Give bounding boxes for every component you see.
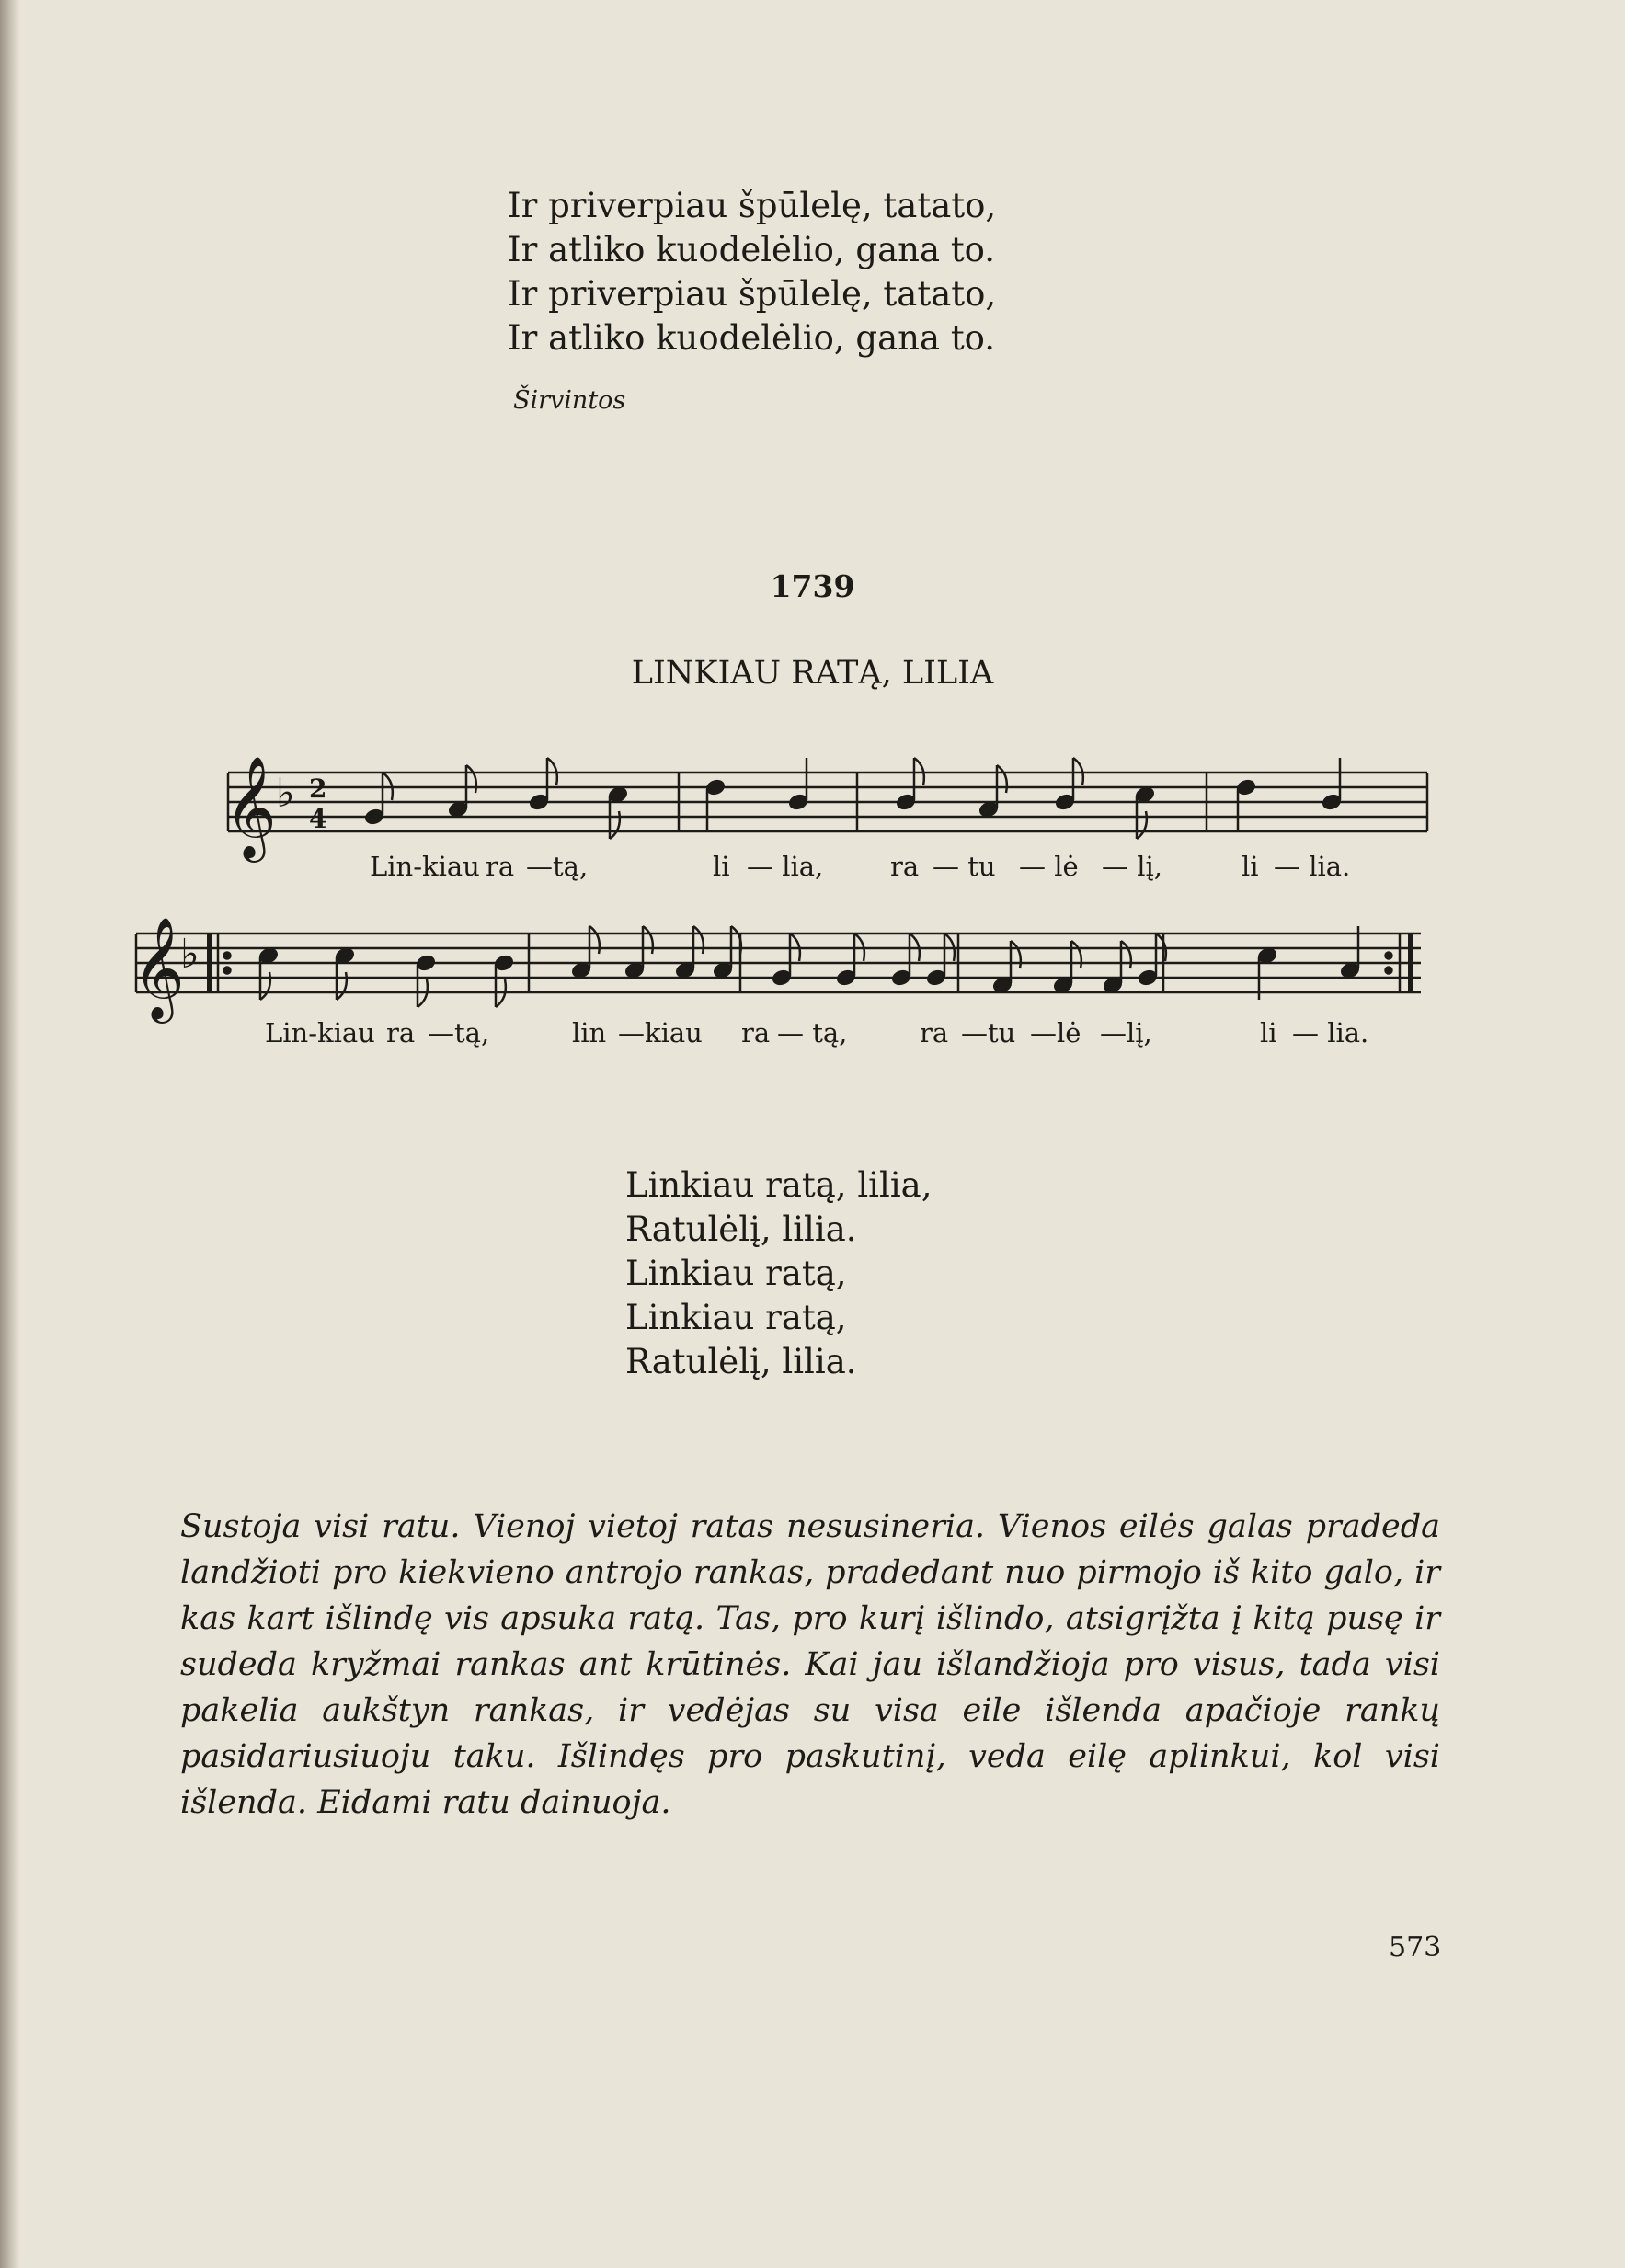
lyric-syllable: ra <box>741 1017 771 1048</box>
verse-line: Ratulėlį, lilia. <box>625 1342 857 1381</box>
verse-line: Ir priverpiau špūlelę, tatato, <box>508 274 997 314</box>
time-signature-bottom: 4 <box>309 804 327 834</box>
notes-line-1 <box>364 758 1341 839</box>
verse-line: Ir priverpiau špūlelę, tatato, <box>508 186 997 225</box>
flat-icon: ♭ <box>180 931 200 978</box>
verse-line: Ir atliko kuodelėlio, gana to. <box>508 230 996 269</box>
lyric-syllable: — lį, <box>1102 851 1162 882</box>
song-verse <box>625 1163 933 1384</box>
song-number: 1739 <box>770 568 855 604</box>
lyric-syllable: Lin-kiau <box>265 1017 375 1048</box>
page-number: 573 <box>1389 1931 1442 1964</box>
treble-clef-icon: 𝄞 <box>132 916 185 1019</box>
verse-line: Linkiau ratą, lilia, <box>625 1165 933 1205</box>
lyric-syllable: ra <box>386 1017 416 1048</box>
lyric-syllable: — lė <box>1019 851 1079 882</box>
lyric-syllable: —tą, <box>428 1017 490 1048</box>
verse-line: Linkiau ratą, <box>625 1298 847 1337</box>
lyric-syllable: —tą, <box>526 851 589 882</box>
lyric-syllable: — lia. <box>1292 1017 1369 1048</box>
verse-line: Ratulėlį, lilia. <box>625 1209 857 1249</box>
lyric-syllable: — tą, <box>777 1017 848 1048</box>
lyric-syllable: ra <box>920 1017 949 1048</box>
lyric-syllable: li <box>713 851 730 882</box>
place-name: Širvintos <box>513 386 626 415</box>
game-description: Sustoja visi ratu. Vienoj vietoj ratas nesusineria. Vienos eilės galas pradeda landžioti pro kiekvieno antrojo rankas, pradedant nuo pirmojo iš kito galo, ir kas kart išlindę vis apsuka ratą. Tas, pro kurį išlindo, atsigrįžta į kitą pusę ir sudeda kryžmai rankas ant krūtinės. Kai jau išlandžioja pro visus, tada visi pakelia aukštyn rankas, ir vedėjas su visa eile išlenda apačioje rankų pasidariusiuoju taku. Išlindęs pro paskutinį, veda eilę aplinkui, kol visi išlenda. Eidami ratu dainuoja. <box>180 1508 1440 1821</box>
lyric-syllable: — lia. <box>1274 851 1351 882</box>
verse-line: Ir atliko kuodelėlio, gana to. <box>508 318 996 358</box>
lyric-syllable: ra <box>486 851 515 882</box>
lyric-syllable: —tu <box>961 1017 1016 1048</box>
lyric-syllable: li <box>1242 851 1259 882</box>
lyric-syllable: — tu <box>933 851 996 882</box>
notes-line-2 <box>258 926 1359 1007</box>
song-title: LINKIAU RATĄ, LILIA <box>631 655 994 692</box>
treble-clef-icon: 𝄞 <box>224 755 277 858</box>
lyric-syllable: li <box>1260 1017 1277 1048</box>
lyric-syllable: Lin-kiau <box>370 851 480 882</box>
time-signature-top: 2 <box>309 773 327 804</box>
music-score <box>0 0 1625 1104</box>
lyric-syllable: —lė <box>1030 1017 1081 1048</box>
lyric-syllable: lin <box>572 1017 607 1048</box>
lyric-syllable: —lį, <box>1100 1017 1152 1048</box>
flat-icon: ♭ <box>276 770 295 817</box>
lyrics-line-2 <box>265 1017 1368 1048</box>
verse-line: Linkiau ratą, <box>625 1254 847 1293</box>
lyric-syllable: ra <box>890 851 920 882</box>
lyrics-line-1 <box>370 851 1350 882</box>
lyric-syllable: —kiau <box>618 1017 703 1048</box>
lyric-syllable: — lia, <box>747 851 824 882</box>
